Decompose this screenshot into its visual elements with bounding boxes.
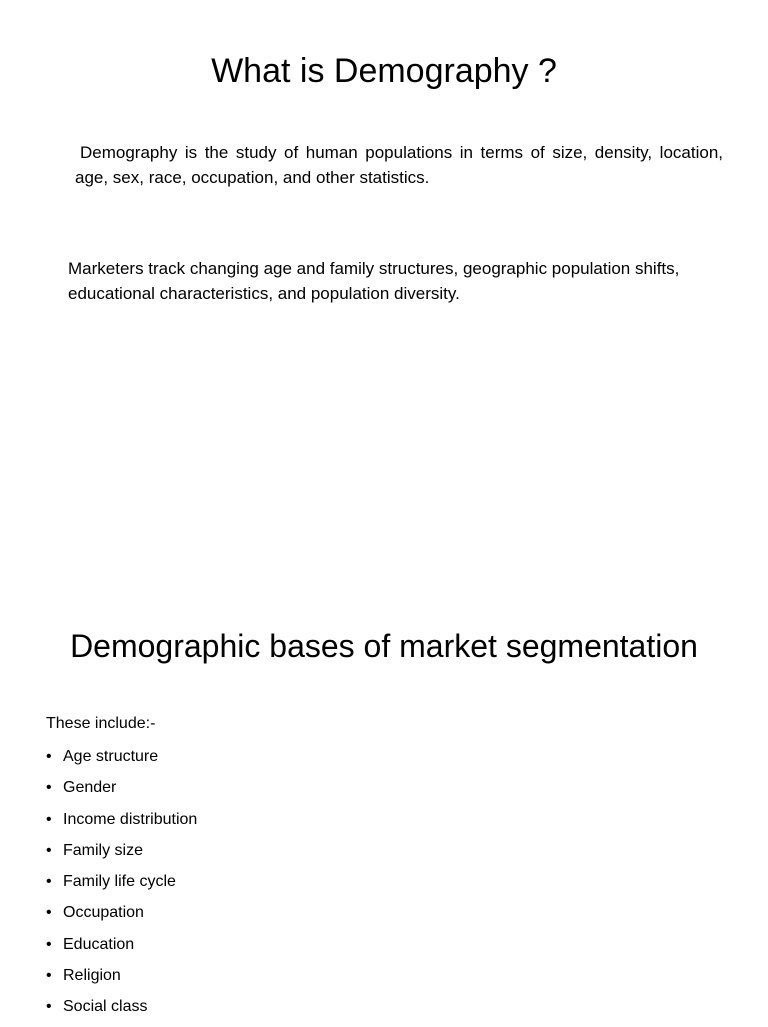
list-item-label: Social class [63,998,148,1016]
list-item [46,933,197,964]
list-item [46,745,197,776]
bullet-icon: • [46,779,52,797]
definition-paragraph [75,140,723,190]
definition-text: Demography is the study of human populations in terms of size, density, location, age, sex, race, occupation, and other statistics. [75,143,723,187]
list-item [46,776,197,807]
list-item-label: Family size [63,841,144,859]
bullet-icon: • [46,841,52,859]
list-item [46,995,197,1026]
list-item-label: Family life cycle [63,873,176,891]
slide-title: What is Demography ? [211,52,557,90]
list-item-label: Religion [63,967,121,985]
bullet-icon: • [46,967,52,985]
list-item [46,964,197,995]
bullet-icon: • [46,935,52,953]
bullet-icon: • [46,810,52,828]
bullet-icon: • [46,998,52,1016]
list-item-label: Gender [63,779,117,797]
list-item-label: Age structure [63,748,159,765]
bullet-icon: • [46,873,52,891]
bullet-icon: • [46,748,52,765]
list-item [46,901,197,932]
slide-title: Demographic bases of market segmentation [70,628,698,664]
marketers-paragraph: Marketers track changing age and family structures, geographic population shifts, educational characteristics, and population diversity. [68,259,680,303]
list-item-label: Education [63,935,135,953]
slide-demographic-bases [0,590,768,1024]
list-item [46,808,197,839]
bullet-list [46,745,197,1027]
list-item [46,870,197,901]
list-item [46,839,197,870]
list-item-label: Occupation [63,904,144,922]
list-intro: These include:- [46,715,156,732]
list-item-label: Income distribution [63,810,198,828]
bullet-icon: • [46,904,52,922]
